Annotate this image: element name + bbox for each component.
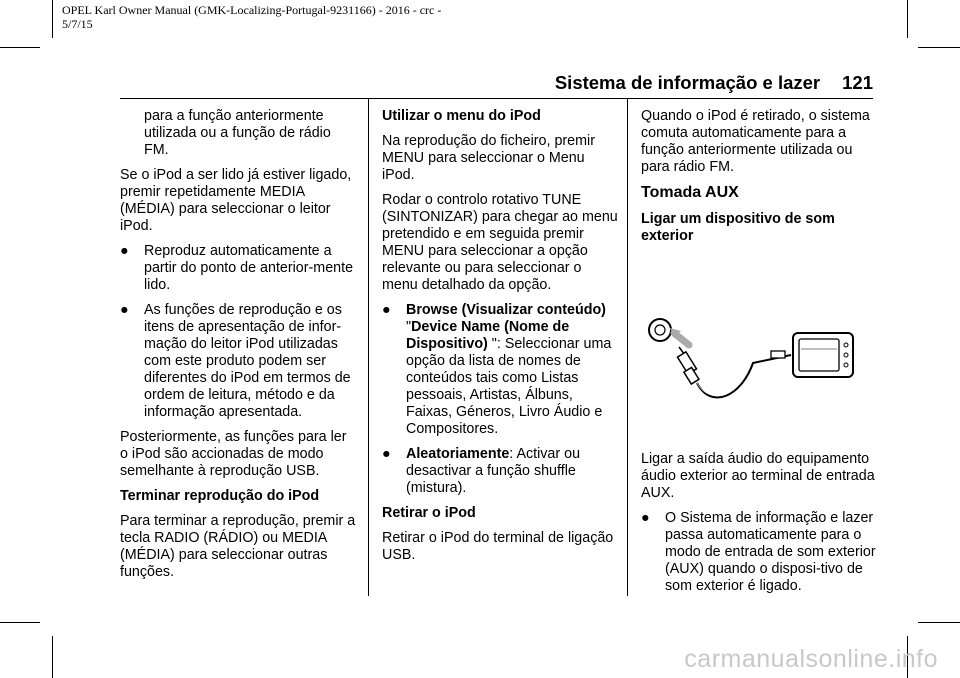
column-1 (120, 108, 358, 589)
subheading: Terminar reprodução do iPod (120, 488, 320, 504)
list-item (120, 302, 358, 421)
list-item-text: As funções de reprodução e os itens de apresentação de infor-mação do leitor iPod utilizadas com este produto podem ser diferentes do iPod em termos de ordem de leitura, método e da informação apresentada. (144, 302, 351, 420)
audio-plug-icon (677, 347, 698, 384)
subheading: Ligar um dispositivo de som exterior (641, 211, 835, 244)
page-number: 121 (842, 72, 873, 93)
paragraph: Para terminar a reprodução, premir a tecla RADIO (RÁDIO) ou MEDIA (MÉDIA) para seleccionar outras funções. (120, 513, 356, 580)
bullet-icon: ● (120, 302, 129, 318)
paragraph: Se o iPod a ser lido já estiver ligado, premir repetidamente MEDIA (MÉDIA) para seleccionar o leitor iPod. (120, 167, 352, 234)
paragraph: Na reprodução do ficheiro, premir MENU para seleccionar o Menu iPod. (382, 133, 595, 183)
external-audio-device-icon (793, 333, 853, 377)
bullet-icon: ● (382, 302, 391, 318)
crop-mark (918, 622, 960, 623)
page-header (500, 72, 873, 94)
running-header-line1: OPEL Karl Owner Manual (GMK-Localizing-Portugal-9231166) - 2016 - crc - (62, 3, 442, 17)
header-rule (120, 98, 873, 99)
list-item (641, 510, 877, 595)
audio-cable (697, 355, 791, 398)
paragraph: Rodar o controlo rotativo TUNE (SINTONIZAR) para chegar ao menu pretendido e em seguida premir MENU para seleccionar a opção relevante ou para seleccionar o menu detalhado da opção. (382, 192, 618, 293)
bullet-icon: ● (641, 510, 650, 526)
crop-mark (52, 0, 53, 38)
quote-mark: " (406, 319, 412, 335)
subheading: Utilizar o menu do iPod (382, 108, 541, 124)
aux-socket-icon (649, 319, 671, 341)
paragraph: Ligar a saída áudio do equipamento áudio exterior ao terminal de entrada AUX. (641, 451, 875, 501)
bullet-icon: ● (120, 243, 129, 259)
crop-mark (0, 47, 40, 48)
menu-option-label: Aleatoriamente (406, 446, 510, 462)
running-header-line2: 5/7/15 (62, 17, 93, 31)
list-item-text: Reproduz automaticamente a partir do ponto de anterior-mente lido. (144, 243, 354, 293)
paragraph: Posteriormente, as funções para ler o iPod são accionadas de modo semelhante à reprodução USB. (120, 429, 347, 479)
aux-device-illustration (641, 285, 861, 425)
list-item-text: : Activar ou desactivar a função shuffle (mistura). (406, 446, 581, 496)
paragraph: Retirar o iPod do terminal de ligação USB. (382, 530, 614, 563)
section-title: Sistema de informação e lazer (554, 72, 821, 93)
crop-mark (52, 636, 53, 678)
list-item (382, 446, 618, 497)
crop-mark (907, 0, 908, 38)
watermark: carmanualsonline.info (684, 645, 938, 673)
crop-mark (0, 622, 40, 623)
paragraph: para a função anteriormente utilizada ou a função de rádio FM. (144, 108, 331, 158)
menu-option-label: Device Name (Nome de Dispositivo) (406, 319, 570, 352)
bullet-icon: ● (382, 446, 391, 462)
list-item (120, 243, 358, 294)
column-divider (368, 98, 369, 596)
subheading: Retirar o iPod (382, 505, 476, 521)
menu-option-label: Browse (Visualizar conteúdo) (406, 302, 606, 318)
insert-arrow-icon (670, 328, 689, 345)
aux-connection-illustration (641, 285, 877, 425)
column-2 (382, 108, 618, 572)
column-divider (627, 98, 628, 596)
list-item (382, 302, 618, 438)
column-3 (641, 108, 877, 603)
list-item-text: O Sistema de informação e lazer passa automaticamente para o modo de entrada de som exterior (AUX) quando o disposi-tivo de som exterior é ligado. (665, 510, 876, 594)
list-item-text: ": Seleccionar uma opção da lista de nomes de conteúdos tais como Listas pessoais, Artistas, Álbuns, Faixas, Géneros, Livro Áudio e Compositores. (406, 336, 612, 437)
running-header (62, 3, 441, 31)
paragraph: Quando o iPod é retirado, o sistema comuta automaticamente para a função anteriormente utilizada ou para rádio FM. (641, 108, 870, 175)
section-heading: Tomada AUX (641, 184, 739, 201)
crop-mark (918, 47, 960, 48)
